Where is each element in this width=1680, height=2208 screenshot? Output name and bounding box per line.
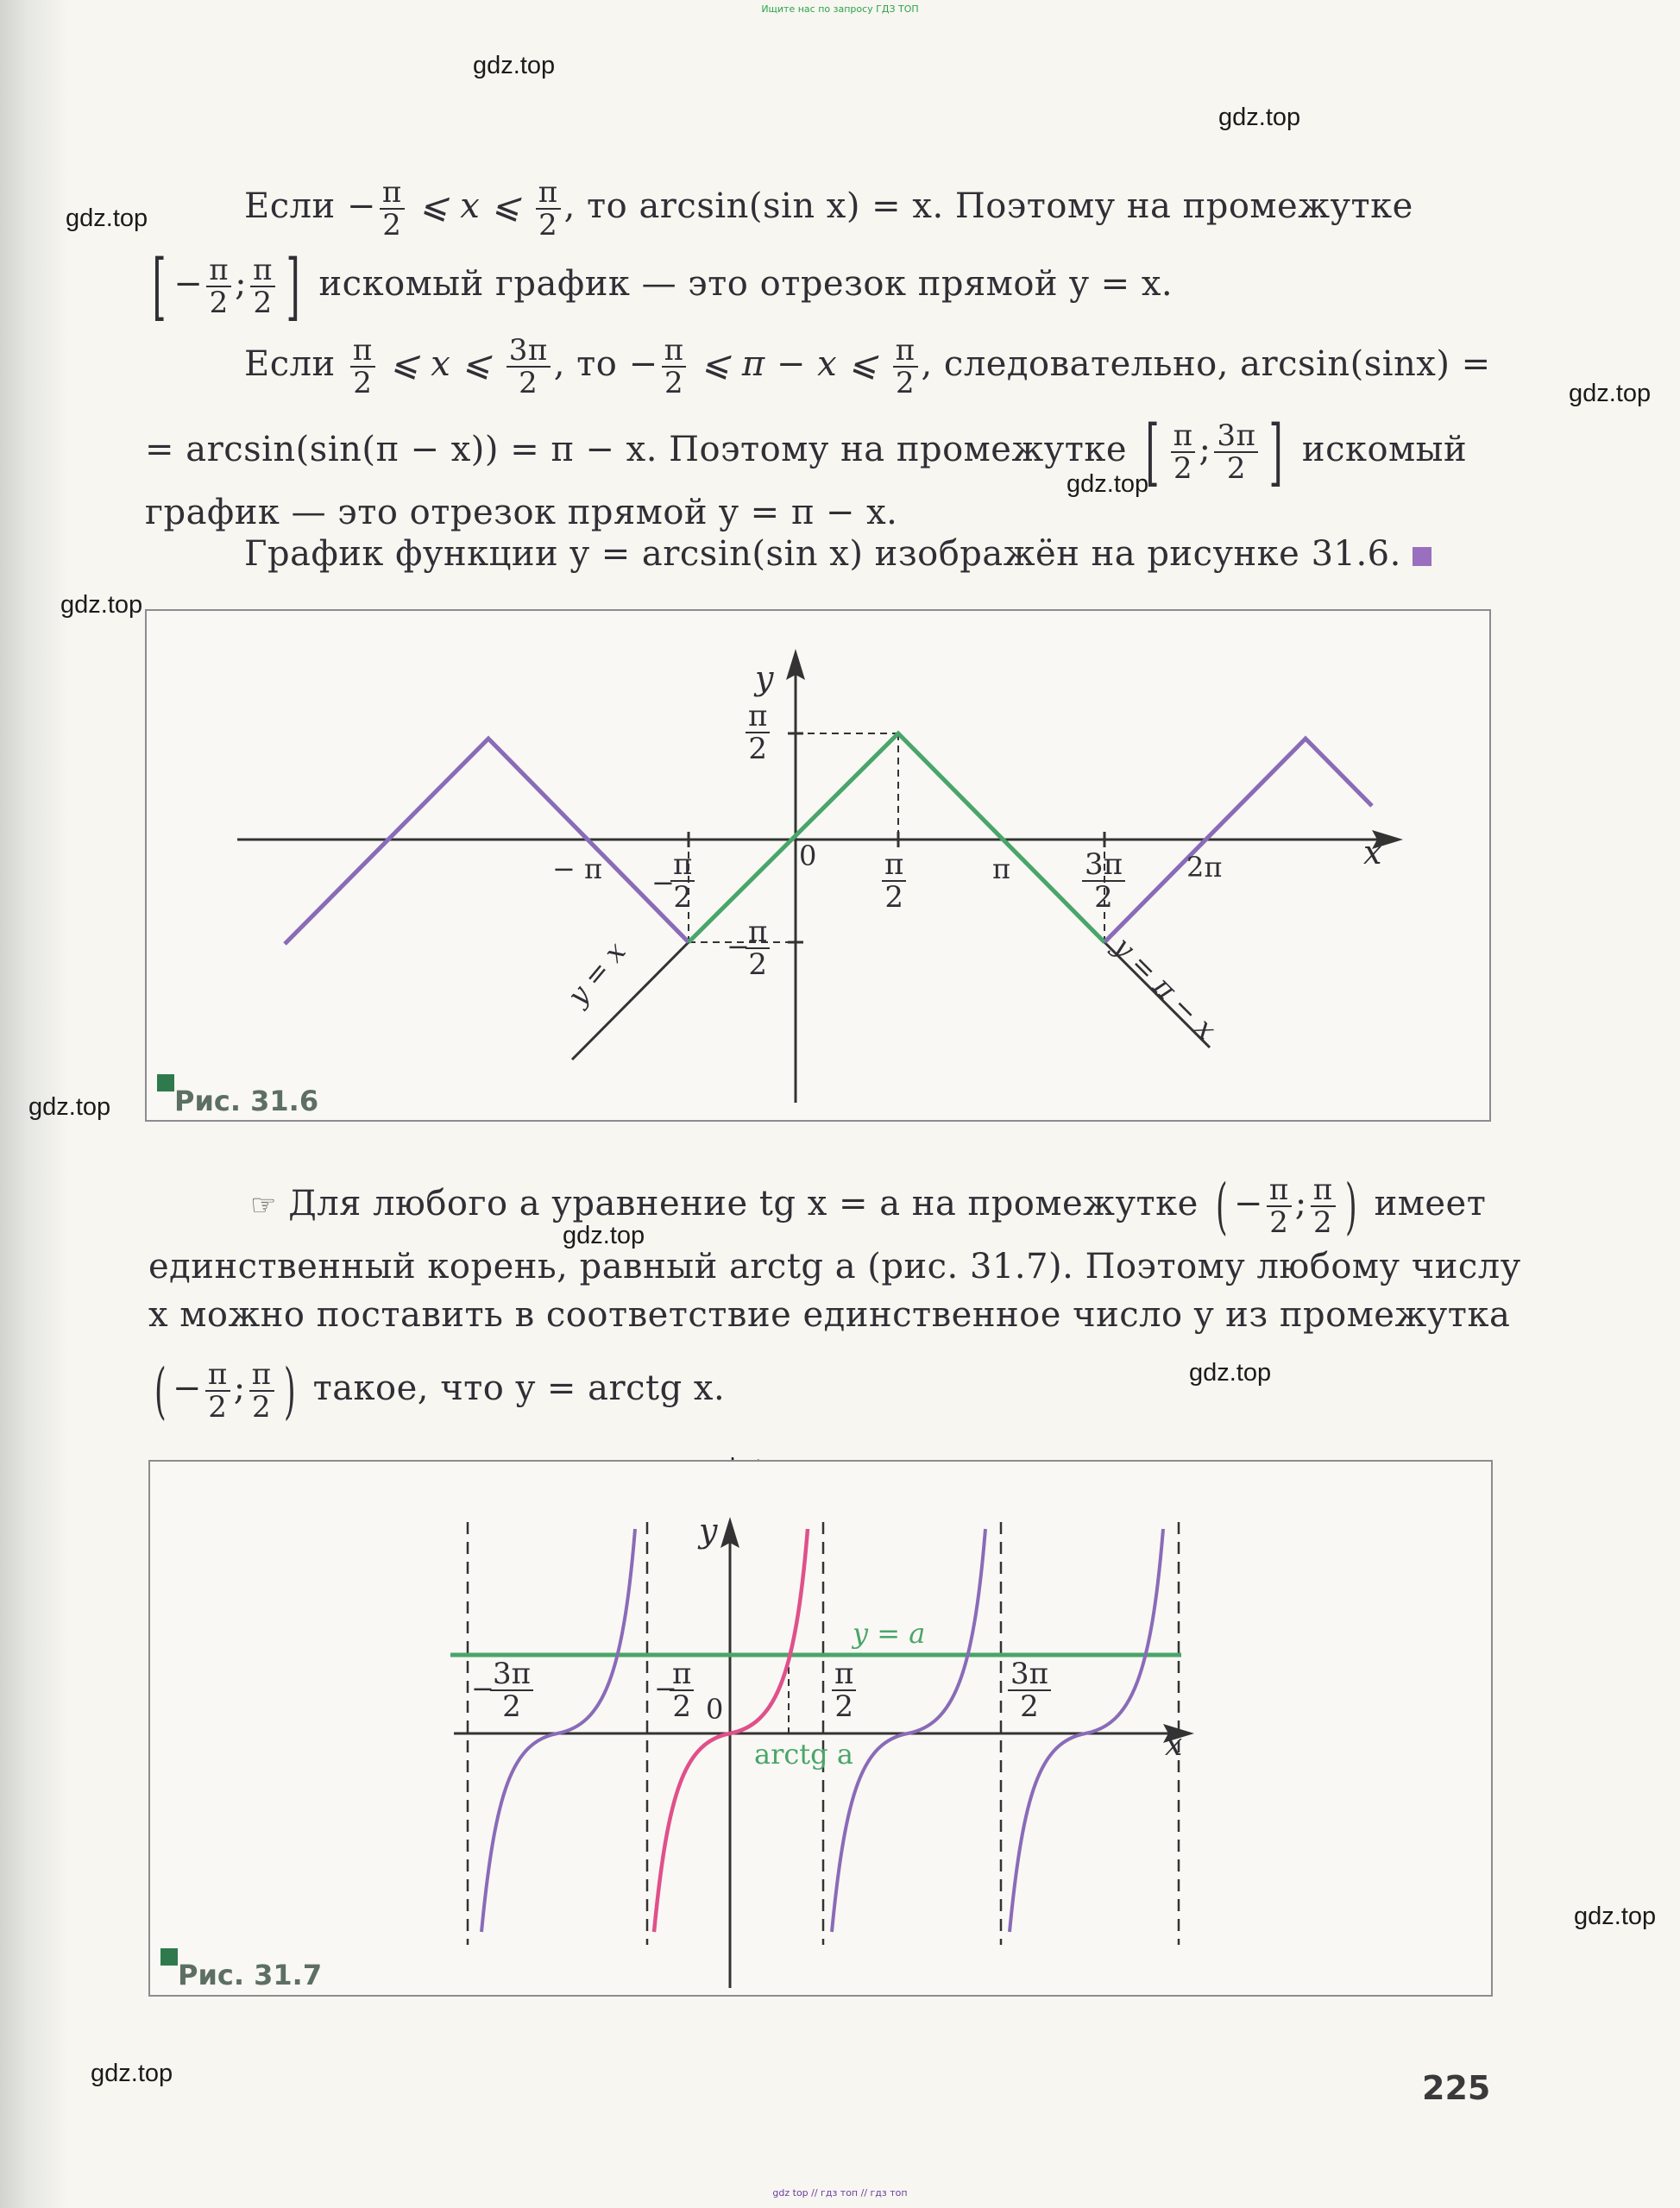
- fraction-denominator: 2: [884, 880, 903, 915]
- fraction-denominator: 2: [502, 1689, 521, 1724]
- label-3pi-over-2: [1082, 849, 1125, 913]
- label-neg-pi-over-2-y: [746, 916, 770, 980]
- watermark: gdz.top: [1574, 1903, 1657, 1930]
- text-fragment: , то arcsin(sin x) = x. Поэтому на промежутке: [563, 186, 1413, 226]
- text-fragment: искомый график — это отрезок прямой y = x.: [318, 264, 1173, 304]
- text-fragment: −: [628, 344, 658, 384]
- fraction-numerator: π: [670, 849, 695, 882]
- bracket: [: [152, 244, 167, 329]
- watermark: gdz.top: [28, 1093, 111, 1121]
- fraction-numerator: 3π: [490, 1658, 533, 1691]
- paragraph-1-line-1: [244, 177, 1413, 241]
- fraction: [206, 255, 231, 318]
- fraction-denominator: 2: [208, 1390, 228, 1425]
- fraction: [250, 255, 275, 318]
- figure-31-6: [145, 609, 1491, 1122]
- label-neg-3pi-over-2: [490, 1658, 533, 1722]
- caption-marker-icon: [157, 1074, 174, 1091]
- watermark: gdz.top: [1189, 1359, 1272, 1387]
- text-fragment: −: [1233, 1184, 1263, 1224]
- label-2pi: 2π: [1186, 851, 1223, 884]
- fraction-denominator: 2: [1173, 451, 1193, 486]
- fraction-denominator: 2: [382, 208, 402, 242]
- label-pi-over-2: [832, 1658, 856, 1722]
- label-y-eq-pi-minus-x: y = π − x: [1107, 930, 1224, 1046]
- paragraph-1-line-2: [145, 244, 1173, 329]
- paragraph-4-line-1: [250, 1170, 1486, 1242]
- fraction-denominator: 2: [538, 208, 558, 242]
- fraction-numerator: π: [206, 255, 231, 287]
- page-number: 225: [1422, 2069, 1491, 2107]
- fraction-numerator: π: [832, 1658, 856, 1691]
- bracket: (: [1215, 1171, 1228, 1242]
- label-minus: −: [727, 930, 750, 963]
- fraction-denominator: 2: [748, 732, 767, 766]
- fraction-denominator: 2: [252, 1390, 272, 1425]
- x-axis-label: x: [1165, 1727, 1183, 1763]
- figure-31-7-graph: [150, 1462, 1491, 1995]
- text-fragment: Если: [244, 186, 336, 226]
- label-minus: −: [654, 1672, 677, 1705]
- fraction: [1267, 1174, 1292, 1238]
- label-minus: −: [471, 1672, 494, 1705]
- fraction: [1214, 420, 1258, 484]
- text-fragment: , то: [553, 344, 618, 384]
- fraction: [662, 335, 687, 399]
- fraction-numerator: π: [249, 1359, 274, 1392]
- text-fragment: ;: [1199, 430, 1211, 469]
- graph-purple-left: [285, 739, 689, 944]
- fraction-numerator: π: [670, 1658, 694, 1691]
- fraction-numerator: 3π: [1008, 1658, 1051, 1691]
- footer-note: gdz top // гдз топ // гдз топ: [772, 2187, 908, 2199]
- watermark: gdz.top: [66, 204, 148, 232]
- bracket: [: [1145, 410, 1161, 494]
- text-fragment: = arcsin(sin(π − x)) = π − x. Поэтому на промежутке: [145, 430, 1128, 469]
- fraction: [536, 177, 561, 241]
- fraction-numerator: π: [205, 1359, 230, 1392]
- label-y-eq-a: y = a: [853, 1617, 926, 1650]
- watermark: gdz.top: [1067, 470, 1149, 498]
- fraction-numerator: π: [536, 177, 561, 210]
- x-axis-label: x: [1363, 834, 1382, 871]
- fraction-denominator: 2: [673, 880, 692, 915]
- label-arctg-a: arctg a: [754, 1738, 853, 1771]
- text-fragment: имеет: [1374, 1184, 1487, 1224]
- fraction-denominator: 2: [664, 366, 684, 400]
- end-of-proof-icon: [1413, 547, 1431, 566]
- label-neg-pi-over-2-x: [670, 849, 695, 913]
- caption-text: Рис. 31.6: [174, 1085, 319, 1117]
- text-fragment: Если: [244, 344, 336, 384]
- figure-31-6-graph: [147, 611, 1489, 1120]
- fraction-numerator: π: [250, 255, 275, 287]
- text-fragment: ⩽ x ⩽: [389, 344, 492, 384]
- paragraph-4-line-3: x можно поставить в соответствие единственное число y из промежутка: [148, 1295, 1511, 1335]
- paragraph-2-line-1: [244, 335, 1491, 399]
- fraction-numerator: 3π: [1082, 849, 1125, 882]
- fraction-numerator: π: [350, 335, 375, 368]
- tan-branch-right: [832, 1529, 985, 1932]
- bracket: ): [283, 1356, 296, 1426]
- text-fragment: График функции y = arcsin(sin x) изображён на рисунке 31.6.: [244, 534, 1401, 574]
- text-fragment: −: [346, 186, 376, 226]
- text-fragment: такое, что y = arctg x.: [312, 1368, 726, 1408]
- header-note: Ищите нас по запросу ГДЗ ТОП: [761, 3, 919, 15]
- paragraph-2-line-3: график — это отрезок прямой y = π − x.: [145, 493, 898, 532]
- fraction-denominator: 2: [353, 366, 373, 400]
- fraction-denominator: 2: [1269, 1205, 1289, 1240]
- fraction-denominator: 2: [672, 1689, 691, 1724]
- label-minus: −: [651, 866, 675, 899]
- text-fragment: ⩽ π − x ⩽: [701, 344, 878, 384]
- caption-text: Рис. 31.7: [178, 1959, 323, 1991]
- paragraph-4-line-2: единственный корень, равный arctg a (рис. 31.7). Поэтому любому числу: [148, 1247, 1521, 1286]
- watermark: gdz.top: [1569, 380, 1652, 407]
- paragraph-2-line-2: [145, 410, 1468, 494]
- paragraph-4-line-4: [148, 1355, 725, 1427]
- watermark: gdz.top: [60, 591, 143, 619]
- watermark: gdz.top: [563, 1222, 645, 1249]
- caption-marker-icon: [160, 1948, 178, 1966]
- fraction-denominator: 2: [253, 286, 273, 320]
- fraction-denominator: 2: [896, 366, 916, 400]
- fraction-denominator: 2: [1020, 1689, 1039, 1724]
- text-fragment: искомый: [1301, 430, 1468, 469]
- origin-label: 0: [799, 840, 817, 872]
- pointer-hand-icon: ☞: [250, 1188, 277, 1223]
- fraction-numerator: π: [380, 177, 405, 210]
- fraction: [205, 1359, 230, 1423]
- figure-31-7-caption: [178, 1959, 322, 1991]
- text-fragment: −: [173, 264, 204, 304]
- bracket: (: [154, 1356, 167, 1426]
- text-fragment: ;: [235, 264, 248, 304]
- label-neg-pi: − π: [552, 852, 603, 885]
- label-y-eq-x: y = x: [561, 935, 632, 1012]
- label-pi: π: [992, 852, 1011, 885]
- fraction-denominator: 2: [748, 947, 767, 982]
- text-fragment: Для любого a уравнение tg x = a на промежутке: [288, 1184, 1199, 1224]
- fraction-denominator: 2: [1094, 880, 1113, 915]
- text-fragment: , следовательно, arcsin(sinx) =: [921, 344, 1491, 384]
- fraction-numerator: π: [746, 701, 770, 733]
- y-axis-label: y: [755, 659, 774, 697]
- fraction-numerator: π: [1171, 420, 1196, 453]
- fraction-numerator: π: [662, 335, 687, 368]
- label-pi-over-2-y: [746, 701, 770, 764]
- watermark: gdz.top: [473, 52, 556, 79]
- fraction-denominator: 2: [834, 1689, 853, 1724]
- fraction-numerator: π: [746, 916, 770, 949]
- y-axis-label: y: [699, 1512, 718, 1550]
- fraction-denominator: 2: [519, 366, 538, 400]
- fraction-numerator: π: [1311, 1174, 1336, 1207]
- fraction: [350, 335, 375, 399]
- fraction-numerator: π: [1267, 1174, 1292, 1207]
- fraction-numerator: 3π: [1214, 420, 1258, 453]
- bracket: ): [1344, 1171, 1357, 1242]
- text-fragment: ;: [1294, 1184, 1307, 1224]
- origin-label: 0: [706, 1693, 724, 1726]
- fraction-denominator: 2: [1313, 1205, 1333, 1240]
- fraction: [380, 177, 405, 241]
- fraction-numerator: 3π: [507, 335, 551, 368]
- fraction: [1171, 420, 1196, 484]
- figure-31-6-caption: [174, 1085, 318, 1117]
- text-fragment: ;: [233, 1368, 246, 1408]
- fraction: [1311, 1174, 1336, 1238]
- label-neg-pi-over-2: [670, 1658, 694, 1722]
- text-fragment: −: [172, 1368, 202, 1408]
- bracket: ]: [1268, 410, 1284, 494]
- tan-branch-left: [481, 1529, 635, 1932]
- fraction: [893, 335, 918, 399]
- fraction-denominator: 2: [209, 286, 229, 320]
- bracket: ]: [286, 244, 300, 329]
- figure-31-7: [148, 1460, 1493, 1997]
- watermark: gdz.top: [91, 2060, 173, 2087]
- watermark: gdz.top: [1218, 104, 1301, 131]
- tan-branch-far-right: [1010, 1529, 1163, 1932]
- fraction-denominator: 2: [1226, 451, 1246, 486]
- fraction-numerator: π: [882, 849, 906, 882]
- label-3pi-over-2: [1008, 1658, 1051, 1722]
- label-pi-over-2-x: [882, 849, 906, 913]
- text-fragment: ⩽ x ⩽: [418, 186, 521, 226]
- fraction: [507, 335, 551, 399]
- paragraph-3: [244, 535, 1431, 573]
- fraction-numerator: π: [893, 335, 918, 368]
- fraction: [249, 1359, 274, 1423]
